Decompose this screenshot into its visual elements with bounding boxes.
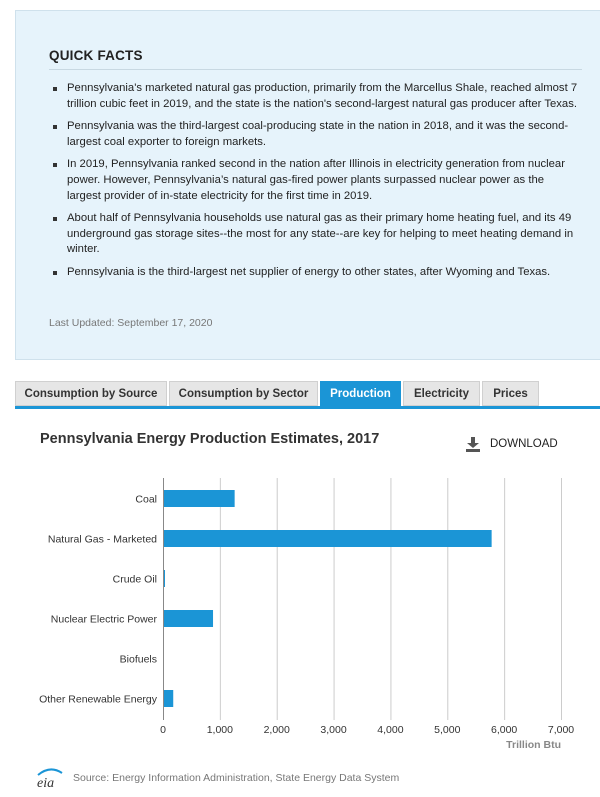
bullet-icon — [53, 271, 57, 275]
x-tick-label: 0 — [160, 724, 166, 736]
bar[interactable] — [164, 490, 235, 507]
category-label: Natural Gas - Marketed — [47, 533, 157, 546]
quick-facts-divider — [49, 69, 582, 70]
x-tick-label: 7,000 — [547, 724, 575, 736]
tab-production[interactable]: Production — [320, 381, 401, 406]
bullet-icon — [53, 87, 57, 91]
x-axis-title: Trillion Btu — [506, 739, 561, 750]
x-tick-label: 1,000 — [206, 724, 233, 736]
bar[interactable] — [164, 530, 492, 547]
tab-consumption-by-sector[interactable]: Consumption by Sector — [169, 381, 318, 406]
x-tick-label: 4,000 — [377, 724, 404, 736]
bar-chart — [0, 470, 600, 750]
bar[interactable] — [164, 610, 213, 627]
fact-text: Pennsylvania's marketed natural gas production, primarily from the Marcellus Shale, reached almost 7 trillion cubic feet in 2019, and the state is the nation's second-largest natural gas producer after Texas. — [67, 82, 578, 110]
tab-electricity[interactable]: Electricity — [403, 381, 480, 406]
x-tick-label: 3,000 — [320, 724, 347, 736]
chart-title: Pennsylvania Energy Production Estimates, 2017 — [40, 431, 380, 447]
fact-text: About half of Pennsylvania households use natural gas as their primary home heating fuel, and its 49 underground gas storage sites--the most for any state--are key for helping to meet heating demand in winter. — [67, 212, 574, 256]
download-button[interactable] — [465, 435, 558, 453]
tab-bar — [15, 381, 600, 407]
eia-logo-icon — [35, 766, 65, 790]
download-label: DOWNLOAD — [490, 438, 558, 450]
bullet-icon — [53, 125, 57, 129]
bars — [164, 490, 492, 707]
svg-text:eia: eia — [37, 776, 55, 790]
download-icon — [465, 437, 481, 452]
fact-text: In 2019, Pennsylvania ranked second in the nation after Illinois in electricity generation from nuclear power. However, Pennsylvania’s natural gas-fired power plants surpassed nuclear power as the largest provider of in-state electricity for the first time in 2019. — [67, 158, 565, 202]
x-tick-label: 6,000 — [491, 724, 518, 736]
quick-facts-title: QUICK FACTS — [49, 48, 143, 63]
x-tick-label: 2,000 — [263, 724, 290, 736]
bar[interactable] — [164, 570, 165, 587]
bar[interactable] — [164, 690, 173, 707]
bullet-icon — [53, 163, 57, 167]
grid-lines — [164, 478, 562, 720]
source-row — [35, 766, 399, 790]
category-label: Other Renewable Energy — [39, 693, 157, 706]
last-updated: Last Updated: September 17, 2020 — [49, 317, 213, 329]
category-label: Coal — [135, 493, 157, 506]
list-item — [49, 211, 579, 258]
tab-consumption-by-source[interactable]: Consumption by Source — [15, 381, 167, 406]
category-label: Biofuels — [119, 653, 157, 666]
x-tick-label: 5,000 — [434, 724, 461, 736]
source-text: Source: Energy Information Administration, State Energy Data System — [73, 772, 400, 784]
list-item — [49, 81, 579, 112]
fact-text: Pennsylvania was the third-largest coal-producing state in the nation in 2018, and it was the second-largest coal exporter to foreign markets. — [67, 120, 569, 148]
quick-facts-list — [49, 81, 579, 288]
list-item — [49, 119, 579, 150]
tab-prices[interactable]: Prices — [482, 381, 539, 406]
tick-labels — [160, 724, 574, 736]
list-item — [49, 157, 579, 204]
quick-facts-panel — [15, 10, 600, 360]
category-label: Nuclear Electric Power — [50, 613, 157, 626]
category-labels — [39, 494, 158, 706]
bullet-icon — [53, 217, 57, 221]
list-item — [49, 265, 579, 281]
fact-text: Pennsylvania is the third-largest net supplier of energy to other states, after Wyoming and Texas. — [67, 265, 551, 278]
category-label: Crude Oil — [112, 573, 157, 586]
